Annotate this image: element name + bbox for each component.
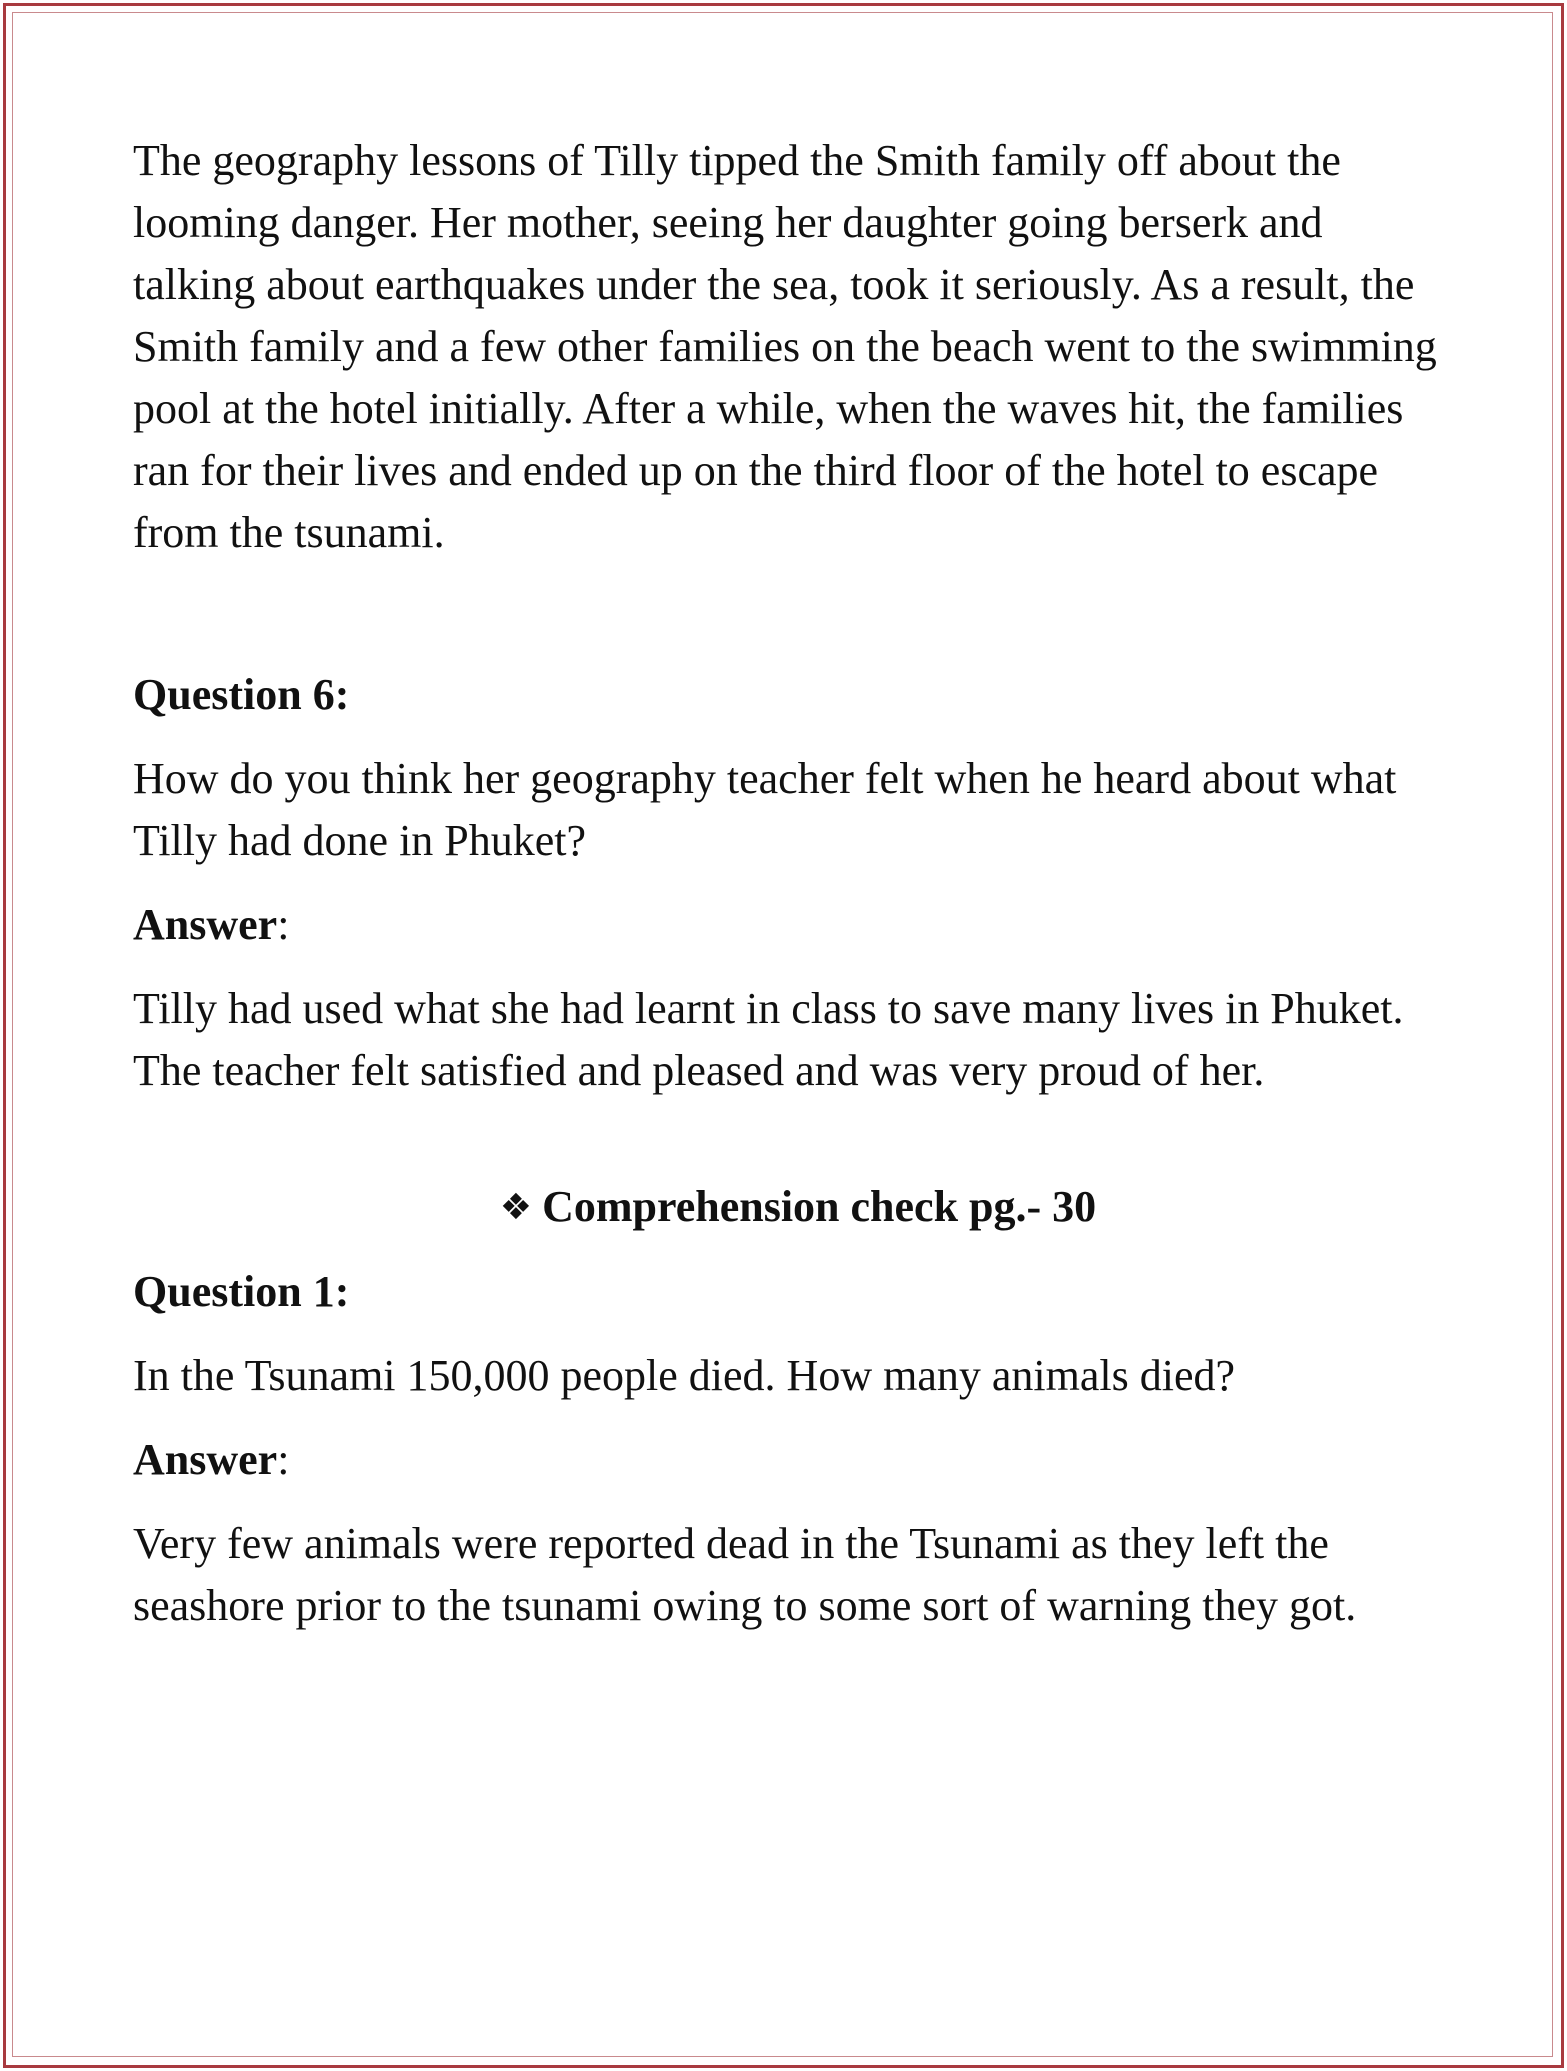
question-6-answer: Tilly had used what she had learnt in class to save many lives in Phuket. The teacher felt satisfied and pleased and was very proud of her. xyxy=(133,984,1404,1095)
question-1-answer: Very few animals were reported dead in the Tsunami as they left the seashore prior to the tsunami owing to some sort of warning they got. xyxy=(133,1519,1357,1630)
question-1-answer-heading xyxy=(133,1429,1443,1491)
question-6-heading: Question 6: xyxy=(133,670,350,719)
section-heading xyxy=(133,1176,1443,1239)
question-1-text: In the Tsunami 150,000 people died. How many animals died? xyxy=(133,1351,1235,1400)
question-6-text: How do you think her geography teacher felt when he heard about what Tilly had done in Phuket? xyxy=(133,754,1397,865)
question-6-answer-heading xyxy=(133,894,1443,956)
document-content xyxy=(133,130,1443,1637)
diamond-bullet-icon: ❖ xyxy=(499,1187,533,1228)
answer-label: Answer xyxy=(133,900,278,949)
section-title: Comprehension check pg.- 30 xyxy=(542,1182,1097,1231)
answer-label: Answer xyxy=(133,1435,278,1484)
answer-colon: : xyxy=(277,1435,290,1484)
answer-colon: : xyxy=(277,900,290,949)
question-1-heading: Question 1: xyxy=(133,1267,350,1316)
intro-paragraph: The geography lessons of Tilly tipped the Smith family off about the looming danger. Her mother, seeing her daughter going berserk and talking about earthquakes under the sea, took it seriously. As a result, the Smith family and a few other families on the beach went to the swimming pool at the hotel initially. After a while, when the waves hit, the families ran for their lives and ended up on the third floor of the hotel to escape from the tsunami. xyxy=(133,136,1437,557)
